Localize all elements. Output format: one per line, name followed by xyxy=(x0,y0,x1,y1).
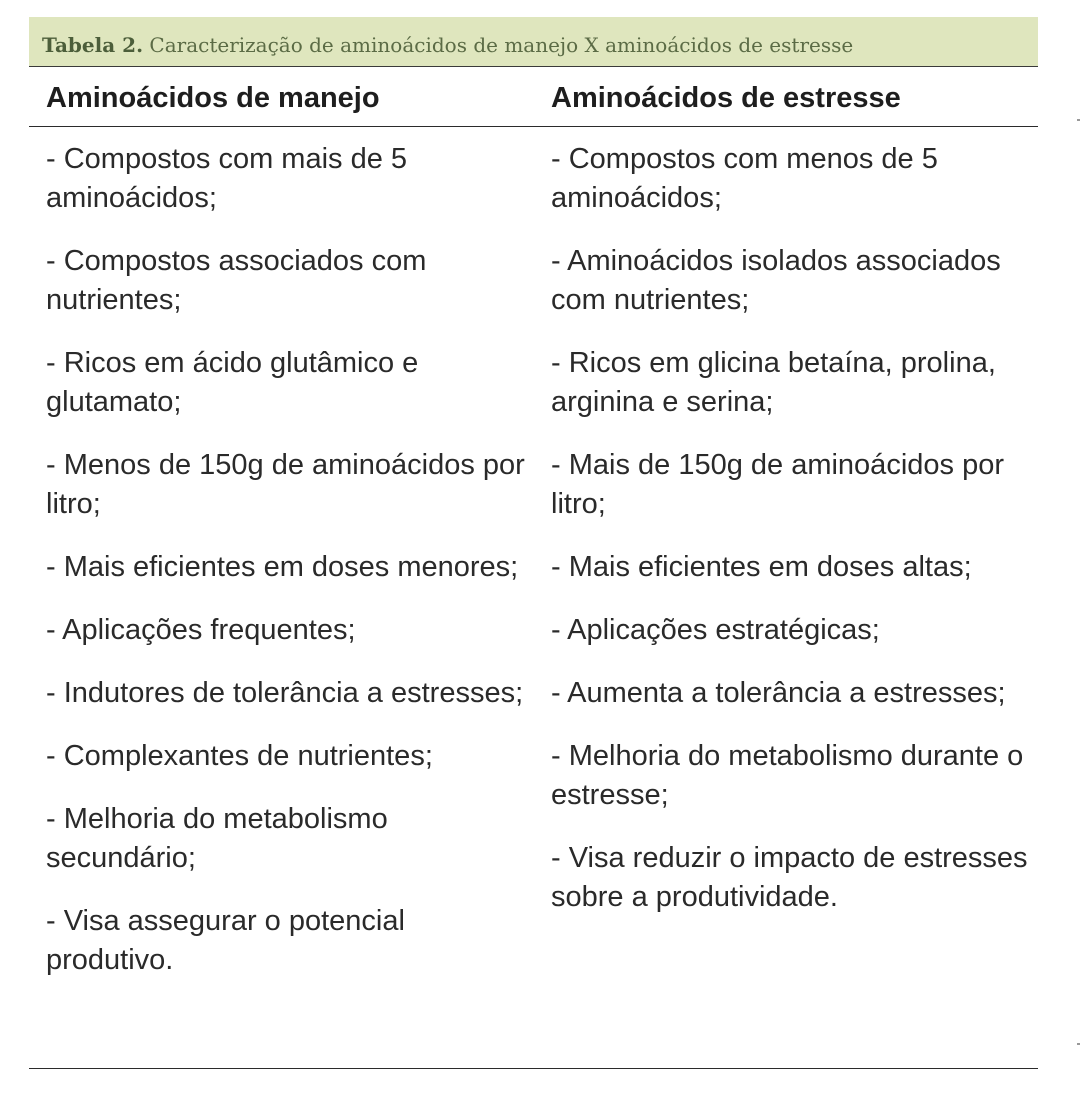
header-stress-amino-acids: Aminoácidos de estresse xyxy=(551,82,901,114)
management-column xyxy=(29,140,534,1068)
edge-mark xyxy=(1077,119,1080,121)
list-item: - Ricos em glicina betaína, prolina, arginina e serina; xyxy=(551,347,996,418)
list-item: - Aumenta a tolerância a estresses; xyxy=(551,677,1006,709)
list-item: - Ricos em ácido glutâmico e glutamato; xyxy=(46,347,419,418)
list-item: - Melhoria do metabolismo secundário; xyxy=(46,803,388,874)
edge-mark xyxy=(1077,1043,1080,1045)
list-item: - Aplicações estratégicas; xyxy=(551,614,880,646)
list-item: - Menos de 150g de aminoácidos por litro; xyxy=(46,449,525,520)
list-item: - Mais de 150g de aminoácidos por litro; xyxy=(551,449,1004,520)
list-item: - Mais eficientes em doses menores; xyxy=(46,551,519,583)
table-body-row xyxy=(29,127,1038,1069)
caption-text: Caracterização de aminoácidos de manejo X aminoácidos de estresse xyxy=(149,33,854,57)
list-item: - Aminoácidos isolados associados com nutrientes; xyxy=(551,245,1001,316)
list-item: - Mais eficientes em doses altas; xyxy=(551,551,972,583)
list-item: - Visa reduzir o impacto de estresses sobre a produtividade. xyxy=(551,842,1028,913)
list-item: - Compostos associados com nutrientes; xyxy=(46,245,427,316)
list-item: - Compostos com mais de 5 aminoácidos; xyxy=(46,143,408,214)
header-management-amino-acids: Aminoácidos de manejo xyxy=(46,82,380,114)
stress-column xyxy=(534,140,1038,1068)
list-item: - Melhoria do metabolismo durante o estresse; xyxy=(551,740,1024,811)
list-item: - Indutores de tolerância a estresses; xyxy=(46,677,524,709)
list-item: - Complexantes de nutrientes; xyxy=(46,740,433,772)
list-item: - Compostos com menos de 5 aminoácidos; xyxy=(551,143,938,214)
table-header-row xyxy=(29,67,1038,127)
table-caption xyxy=(29,17,1038,67)
caption-label: Tabela 2. xyxy=(42,33,144,57)
comparison-table xyxy=(29,17,1038,1069)
list-item: - Aplicações frequentes; xyxy=(46,614,356,646)
list-item: - Visa assegurar o potencial produtivo. xyxy=(46,905,405,976)
